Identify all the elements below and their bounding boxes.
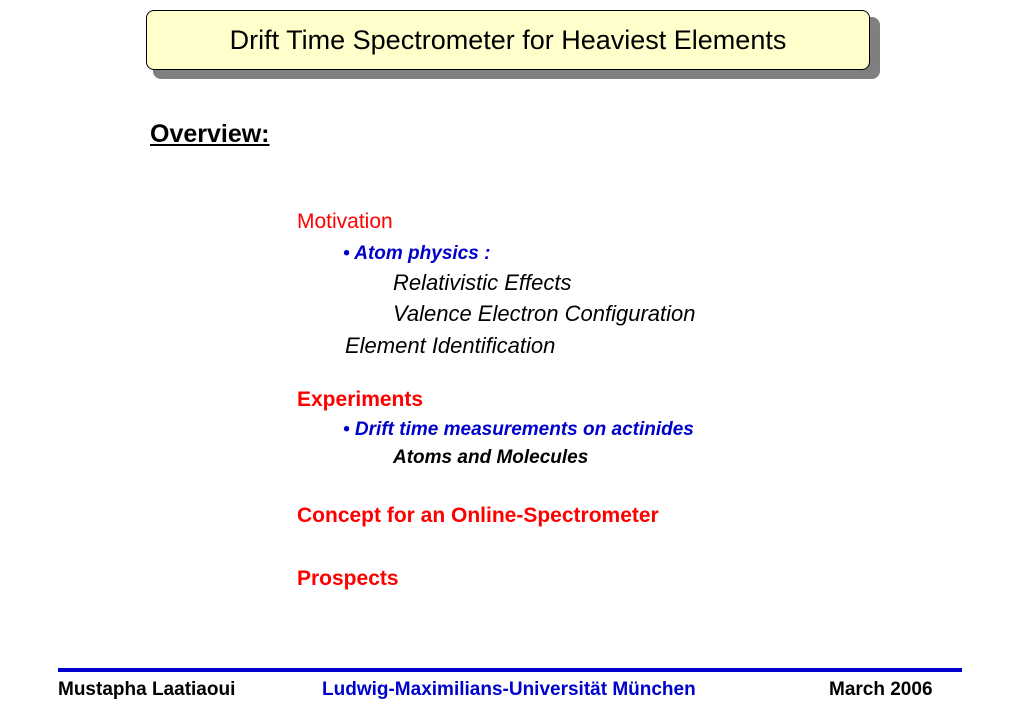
prospects-heading: Prospects [297, 567, 399, 590]
overview-heading: Overview: [150, 120, 270, 148]
atom-physics-bullet: • Atom physics : [343, 243, 491, 264]
footer-institution: Ludwig-Maximilians-Universität München [322, 679, 696, 700]
drift-time-bullet: • Drift time measurements on actinides [343, 419, 694, 440]
slide-title: Drift Time Spectrometer for Heaviest Elements [229, 24, 787, 55]
atoms-molecules-item: Atoms and Molecules [393, 447, 589, 468]
experiments-heading: Experiments [297, 388, 424, 411]
motivation-heading: Motivation [297, 210, 393, 233]
footer-author: Mustapha Laatiaoui [58, 679, 236, 700]
element-identification-item: Element Identification [345, 333, 556, 358]
title-box [146, 10, 870, 70]
valence-electron-item: Valence Electron Configuration [393, 301, 696, 326]
footer-divider [58, 668, 962, 672]
relativistic-effects-item: Relativistic Effects [393, 270, 572, 295]
concept-heading: Concept for an Online-Spectrometer [297, 504, 659, 527]
footer-date: March 2006 [829, 679, 933, 700]
